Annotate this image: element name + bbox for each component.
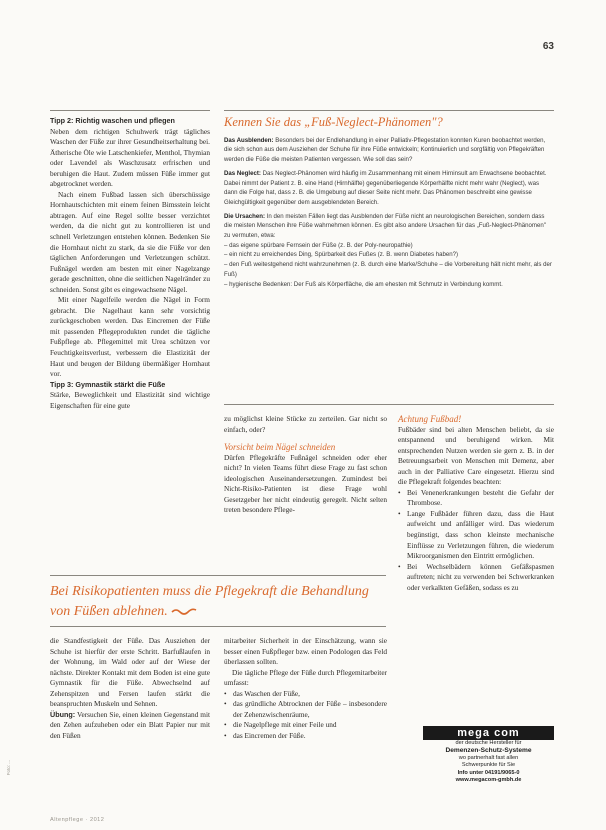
box-bottom-rule <box>224 404 554 405</box>
tipp2-heading: Tipp 2: Richtig waschen und pflegen <box>50 116 175 125</box>
page-number: 63 <box>542 41 554 52</box>
care-list-item: • das Waschen der Füße, <box>224 689 387 700</box>
info-box-paragraph-3: In den meisten Fällen liegt das Ausblenden der Füße nicht an neurologischen Bereichen, sondern dass die meisten Menschen ihre Füße wahrnehmen können. Es gibt also andere Ursachen für das „Fuß-Neglect-Phänomen" zu vermuten, etwa: <box>224 212 546 240</box>
info-box-list-item: – das eigene spürbare Fernsein der Füße (z. B. der Poly-neuropathie) <box>224 241 413 249</box>
info-box-paragraph-2: Das Neglect-Phänomen wird häufig im Zusammenhang mit einem Hirninsult am Erwachsene beobachtet. Dabei nimmt der Patient z. B. eine Hand (Hirnhälfte) gegenüberliegende Körperhälfte nicht mehr wahr (Neglect), was dann die Folge hat, dass z. B. die Umgebung auf dieser Seite nicht mehr. Das Phänomen beschreibt eine gewisse Gleichgültigkeit gegenüber dem ausgeblendeten Bereich. <box>224 169 547 206</box>
tipp2-paragraph-3: Mit einer Nagelfeile werden die Nägel in Form gebracht. Die Nagelhaut kann sehr vorsichtig zurückgeschoben werden. Das Eincremen der Füße mit passenden Pflegeprodukten rundet die tägliche Fußpflege ab. Pflegemittel mit Urea schützen vor Feuchtigkeitsverlust, verbessern die Elastizität der Haut und beugen der Bildung übermäßiger Hornhaut vor. <box>50 295 210 379</box>
info-box-list-item: – ein nicht zu erreichendes Ding, Spürbarkeit des Fußes (z. B. wenn Diabetes haben?) <box>224 251 459 259</box>
care-list-item: • das Eincremen der Füße. <box>224 731 387 742</box>
care-list-item: • die Nagelpflege mit einer Feile und <box>224 720 387 731</box>
right-column <box>398 414 554 686</box>
info-box-list-item: – hygienische Bedenken: Der Fuß als Körperfläche, die am ehesten mit Schmutz in Verbindung kommt. <box>224 280 503 288</box>
ad-line-4: Schwerpunkte für Sie <box>461 762 516 769</box>
info-box <box>224 115 552 400</box>
middle-column <box>224 414 387 574</box>
exercise-lead: Übung: <box>50 709 76 719</box>
pullquote-bottom-rule <box>50 626 386 627</box>
info-box-lead-2: Das Neglect: <box>224 169 261 177</box>
left-column <box>50 116 210 578</box>
ad-line-1: der deutsche Hersteller für <box>455 740 522 746</box>
gymnastics-paragraph: die Standfestigkeit der Füße. Das Ausziehen der Schuhe ist hierfür der erste Schritt. Barfußlaufen in der Wohnung, im Wald oder auf der Wiese der nächste. Direkter Kontakt mit dem Boden ist eine gute Gymnastik für die Füße. Abwechselnd auf Zehenspitzen und Fersen laufen stärkt die beanspruchten Muskeln und Sehnen. <box>50 636 210 709</box>
ad-line-3: wo partnerhalt fast allen <box>458 754 519 761</box>
middle-continued-text: zu möglichst kleine Stücke zu zerteilen. Gar nicht so einfach, oder? <box>224 414 387 434</box>
info-box-list <box>224 241 552 290</box>
footbath-paragraph: Fußbäder sind bei alten Menschen beliebt, da sie entspannend und beruhigend wirken. Mit entsprechenden Nutzen werden sie gern z. B. in der Betreuungsarbeit von Menschen mit Demenz, aber auch in der Palliative Care eingesetzt. Hierzu sind die Pflegekraft folgendes beachten: <box>398 424 554 487</box>
bottom-middle-column <box>224 636 387 812</box>
footbath-list-item: • Bei Wechselbädern können Gefäßspasmen auftreten; nicht zu verwenden bei Schwerkranken oder verkalkten Gefäßen, sodass es zu <box>398 562 554 594</box>
side-photo-credit: Foto: ... <box>6 760 11 776</box>
bottom-left-column <box>50 636 210 812</box>
footbath-heading: Achtung Fußbad! <box>398 414 462 424</box>
footbath-list-item: • Lange Fußbäder führen dazu, dass die Haut aufweicht und anfälliger wird. Das wiederum begünstigt, dass schon kleinste mechanische Einflüsse zu Verletzungen führen, die wiederum Mikroorganismen den Eintritt ermöglichen. <box>398 509 554 562</box>
advertisement[interactable] <box>423 726 554 790</box>
info-box-list-item: – den Fuß weitestgehend nicht wahrzunehmen (z. B. durch eine Marke/Schuhe – die Vorbereitung hält nicht mehr, als der Fuß) <box>224 261 552 278</box>
care-paragraph-2: Die tägliche Pflege der Füße durch Pflegemitarbeiter umfasst: <box>224 667 387 688</box>
tipp2-paragraph-2: Nach einem Fußbad lassen sich überschüssige Hornhautschichten mit einem feinen Bimsstein leicht abtragen. Auf eine Regel sollte besser verzichtet werden, da die nicht gut zu kontrollieren ist und schnell Verletzungen entstehen können. Bedenken Sie die Hornhaut nicht zu stark, da sie die Füße vor den täglichen Anforderungen und Verletzungen schützt. Fußnägel werden am besten mit einer Nagelzange gerade geschnitten, ohne die seitlichen Nagelränder zu schneiden. Sonst gibt es eingewachsene Nägel. <box>50 189 210 294</box>
ad-line-2: Demenzen-Schutz-Systeme <box>445 747 532 755</box>
footbath-list-item: • Bei Venenerkrankungen besteht die Gefahr der Thrombose. <box>398 488 554 509</box>
megacom-logo: mega com <box>423 726 554 740</box>
wave-ornament-icon <box>171 607 197 615</box>
ad-line-6: www.megacom-gmbh.de <box>455 777 522 784</box>
tipp3-paragraph-1: Stärke, Beweglichkeit und Elastizität sind wichtige Eigenschaften für eine gute <box>50 390 210 410</box>
pullquote-top-rule <box>50 575 386 576</box>
footer: Altenpflege · 2012 <box>50 817 105 823</box>
care-list <box>224 689 387 742</box>
tipp3-heading: Tipp 3: Gymnastik stärkt die Füße <box>50 379 166 389</box>
info-box-lead-1: Das Ausblenden: <box>224 136 274 144</box>
header-rule-left <box>50 110 210 111</box>
info-box-lead-3: Die Ursachen: <box>224 212 265 220</box>
pull-quote-text: Bei Risikopatienten muss die Pflegekraft die Behandlung von Füßen ablehnen. <box>50 584 369 619</box>
header-rule-right <box>224 110 554 111</box>
info-box-title: Kennen Sie das „Fuß-Neglect-Phänomen"? <box>224 115 443 129</box>
nail-cutting-heading: Vorsicht beim Nägel schneiden <box>224 442 336 453</box>
nail-cutting-paragraph: Dürfen Pflegekräfte Fußnägel schneiden oder eher nicht? In vielen Teams führt diese Frage zu fast schon ideologischen Auseinandersetzungen. Zumindest bei Nicht-Risiko-Patienten ist diese Frage wohl Gesetzgeber her nicht eindeutig geregelt. Nicht selten treten besondere Pflege- <box>224 452 387 515</box>
tipp2-paragraph-1: Neben dem richtigen Schuhwerk trägt tägliches Waschen der Füße zur ihrer Gesundheitserhaltung bei. Ätherische Öle wie Latschenkiefer, Menthol, Thymian oder Lavendel als Waschzusatz erfrischen und beruhigen die Haut. Zudem müssen Füße immer gut abgetrocknet werden. <box>50 126 210 189</box>
info-box-paragraph-1: Besonders bei der Endlehandlung in einer Palliativ-Pflegestation konnten Kuren beobachtet werden, die sich schon aus dem Ausziehen der Schuhe für ihre Füße entwickeln; Kontinuierlich und sorgfältig von Pflegekräften werden die Füße die meisten Patienten vergessen. Wie soll das sein? <box>224 136 546 164</box>
exercise-text: Versuchen Sie, einen kleinen Gegenstand mit den Zehen aufzuheben oder ein Blatt Papier nur mit den Füßen <box>50 709 210 740</box>
pull-quote <box>50 582 380 621</box>
care-paragraph-1: mitarbeiter Sicherheit in der Einschätzung, wann sie besser einen Fußpfleger bzw. einen Podologen das Feld überlassen sollten. <box>224 636 387 667</box>
care-list-item: • das gründliche Abtrocknen der Füße – insbesondere der Zehenzwischenräume, <box>224 699 387 720</box>
footbath-list <box>398 488 554 593</box>
ad-line-5: Info unter 04191/9065-0 <box>457 769 520 776</box>
